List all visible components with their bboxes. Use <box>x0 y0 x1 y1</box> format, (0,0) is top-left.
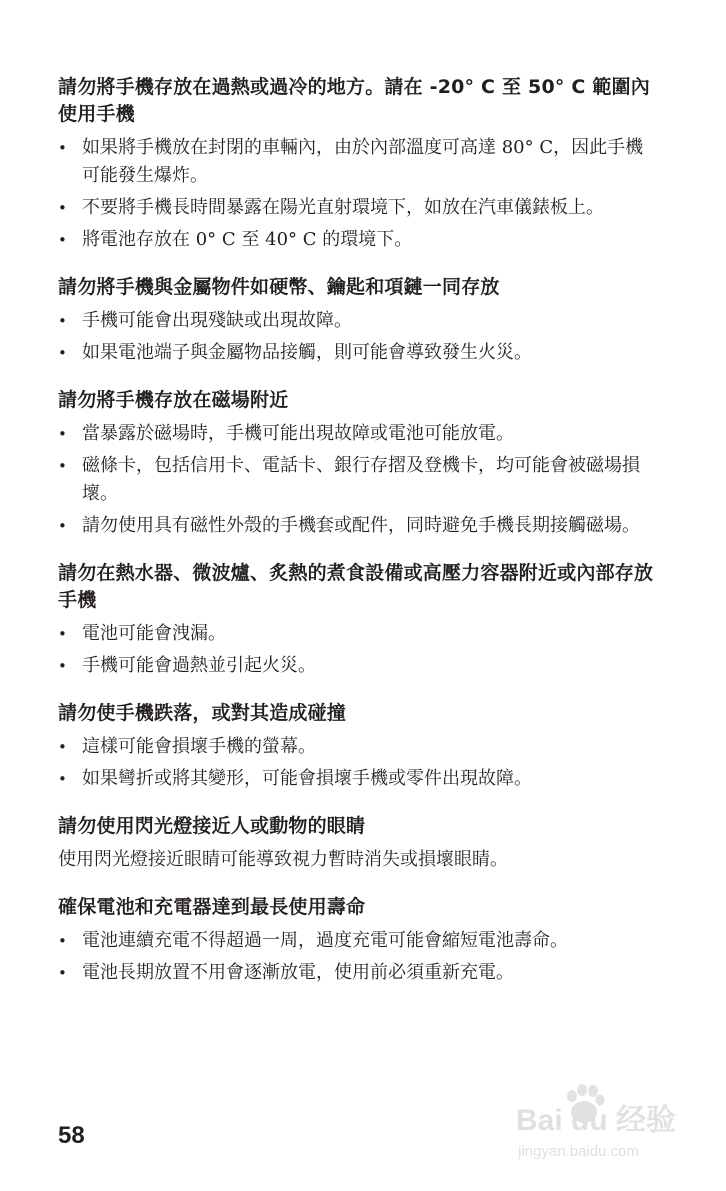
section-heading: 確保電池和充電器達到最長使用壽命 <box>58 896 366 918</box>
bullet-list <box>58 927 658 987</box>
list-item: • 不要將手機長時間暴露在陽光直射環境下，如放在汽車儀錶板上。 <box>58 194 658 222</box>
section-metal-objects <box>58 274 658 367</box>
baidu-watermark <box>514 1082 684 1162</box>
section-heading: 請勿使用閃光燈接近人或動物的眼睛 <box>58 815 366 837</box>
watermark-url: jingyan.baidu.com <box>518 1143 639 1160</box>
bullet-list <box>58 620 658 680</box>
list-item: • 電池可能會洩漏。 <box>58 620 658 648</box>
section-magnetic-fields <box>58 387 658 540</box>
bullet-list <box>58 307 658 367</box>
list-item: • 手機可能會過熱並引起火災。 <box>58 652 658 680</box>
section-paragraph: 使用閃光燈接近眼睛可能導致視力暫時消失或損壞眼睛。 <box>58 849 508 870</box>
page-content <box>58 74 658 1007</box>
list-item: • 當暴露於磁場時，手機可能出現故障或電池可能放電。 <box>58 420 658 448</box>
section-heading: 請勿使手機跌落，或對其造成碰撞 <box>58 702 347 724</box>
section-temperature <box>58 74 658 254</box>
list-item: • 電池連續充電不得超過一周，過度充電可能會縮短電池壽命。 <box>58 927 658 955</box>
list-item: • 電池長期放置不用會逐漸放電，使用前必須重新充電。 <box>58 959 658 987</box>
section-drops <box>58 700 658 793</box>
page-number: 58 <box>58 1122 85 1149</box>
list-item: • 將電池存放在 0° C 至 40° C 的環境下。 <box>58 226 658 254</box>
list-item: • 請勿使用具有磁性外殼的手機套或配件，同時避免手機長期接觸磁場。 <box>58 512 658 540</box>
list-item: • 磁條卡，包括信用卡、電話卡、銀行存摺及登機卡，均可能會被磁場損壞。 <box>58 452 658 508</box>
section-heat-sources <box>58 560 658 680</box>
list-item: • 這樣可能會損壞手機的螢幕。 <box>58 733 658 761</box>
list-item: • 如果將手機放在封閉的車輛內，由於內部溫度可高達 80° C，因此手機可能發生爆炸。 <box>58 134 658 190</box>
list-item: • 如果彎折或將其變形，可能會損壞手機或零件出現故障。 <box>58 765 658 793</box>
section-battery-life <box>58 894 658 987</box>
list-item: • 手機可能會出現殘缺或出現故障。 <box>58 307 658 335</box>
bullet-list <box>58 733 658 793</box>
section-heading: 請勿將手機存放在過熱或過冷的地方。請在 -20° C 至 50° C 範圍內使用手機 <box>58 76 650 125</box>
watermark-brand: Bai du 经验 <box>516 1104 677 1137</box>
section-heading: 請勿在熱水器、微波爐、炙熱的煮食設備或高壓力容器附近或內部存放手機 <box>58 562 654 611</box>
bullet-list <box>58 134 658 254</box>
section-flash <box>58 813 658 874</box>
list-item: • 如果電池端子與金屬物品接觸，則可能會導致發生火災。 <box>58 339 658 367</box>
section-heading: 請勿將手機存放在磁場附近 <box>58 389 289 411</box>
section-heading: 請勿將手機與金屬物件如硬幣、鑰匙和項鏈一同存放 <box>58 276 500 298</box>
bullet-list <box>58 420 658 540</box>
